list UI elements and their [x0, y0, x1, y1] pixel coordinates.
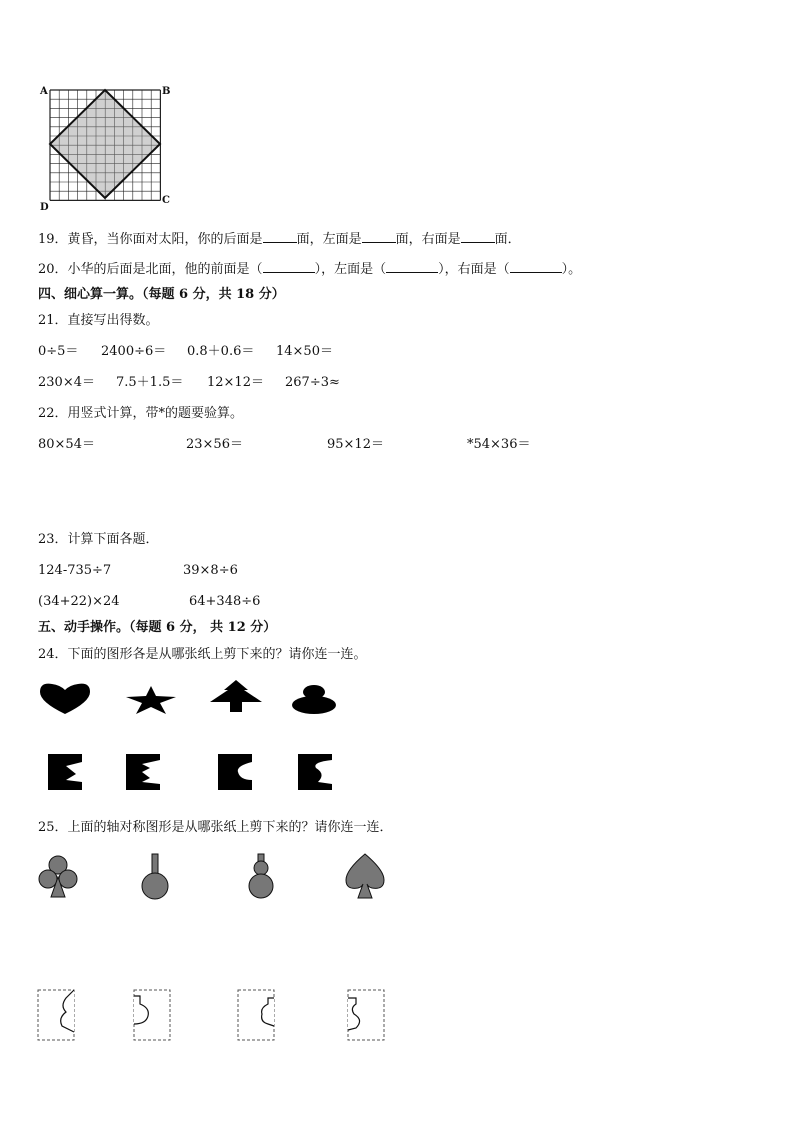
q19-text-4: 面． [494, 232, 521, 247]
q22-item-1: 80×54＝ [38, 437, 95, 452]
q21-item-5: 230×4＝ [38, 375, 95, 390]
q20-blank-2[interactable] [386, 260, 438, 273]
corner-label-c: C [162, 195, 170, 206]
heart-shape [38, 680, 98, 720]
q21-item-2: 2400÷6＝ [101, 344, 167, 359]
corner-label-d: D [40, 202, 49, 213]
q21-item-1: 0÷5＝ [38, 344, 79, 359]
q21-item-7: 12×12＝ [207, 375, 264, 390]
gourd-top-shape [290, 684, 340, 718]
q21-item-6: 7.5＋1.5＝ [116, 375, 184, 390]
gourd-shape [244, 852, 278, 902]
q23-item-3: (34+22)×24 [38, 594, 120, 609]
folded-paper-3 [236, 988, 280, 1044]
q22-title: 22．用竖式计算，带*的题要验算。 [38, 406, 244, 421]
q23-item-1: 124-735÷7 [38, 563, 112, 578]
folded-paper-4 [346, 988, 390, 1044]
q19-blank-3[interactable] [461, 230, 495, 243]
club-shape [36, 853, 80, 899]
corner-label-a: A [40, 86, 48, 97]
q20-text-1: 小华的后面是北面，他的前面是（ [67, 262, 263, 277]
q20-text-3: ），右面是（ [438, 262, 510, 277]
question-20 [38, 260, 581, 278]
paper-piece-3 [216, 752, 256, 792]
q22-item-3: 95×12＝ [327, 437, 384, 452]
q25-title: 25．上面的轴对称图形是从哪张纸上剪下来的？请你连一连． [38, 820, 393, 835]
section-5-title: 五、动手操作。（每题 6 分， 共 12 分） [38, 620, 277, 635]
q20-text-4: ）。 [561, 262, 582, 277]
star-shape [124, 686, 178, 716]
q20-blank-1[interactable] [263, 260, 315, 273]
q19-text-3: 面，右面是 [395, 232, 461, 247]
folded-paper-2 [132, 988, 176, 1044]
q22-item-2: 23×56＝ [186, 437, 243, 452]
q24-title: 24．下面的图形各是从哪张纸上剪下来的？请你连一连。 [38, 647, 367, 662]
q19-blank-1[interactable] [263, 230, 297, 243]
q19-text-2: 面，左面是 [296, 232, 362, 247]
q19-blank-2[interactable] [362, 230, 396, 243]
spade-shape [342, 852, 388, 900]
q21-item-4: 14×50＝ [276, 344, 333, 359]
q23-item-4: 64+348÷6 [189, 594, 261, 609]
q20-number: 20． [38, 262, 68, 277]
question-19 [38, 230, 521, 248]
paper-piece-4 [296, 752, 336, 792]
round-with-stem-shape [138, 852, 172, 902]
q22-item-4: *54×36＝ [467, 437, 531, 452]
corner-label-b: B [162, 86, 171, 97]
paper-piece-2 [124, 752, 164, 792]
q21-title: 21．直接写出得数。 [38, 313, 159, 328]
q23-item-2: 39×8÷6 [183, 563, 238, 578]
q23-title: 23．计算下面各题． [38, 532, 159, 547]
q21-item-8: 267÷3≈ [285, 375, 340, 390]
q20-blank-3[interactable] [510, 260, 562, 273]
q21-item-3: 0.8＋0.6＝ [187, 344, 255, 359]
section-4-title: 四、细心算一算。（每题 6 分，共 18 分） [38, 287, 285, 302]
q19-text-1: 黄昏，当你面对太阳，你的后面是 [67, 232, 263, 247]
folded-paper-1 [36, 988, 80, 1044]
tree-arrow-shape [208, 680, 264, 714]
paper-piece-1 [46, 752, 86, 792]
q19-number: 19． [38, 232, 68, 247]
q20-text-2: ），左面是（ [314, 262, 387, 277]
grid-with-tilted-square [40, 80, 170, 210]
